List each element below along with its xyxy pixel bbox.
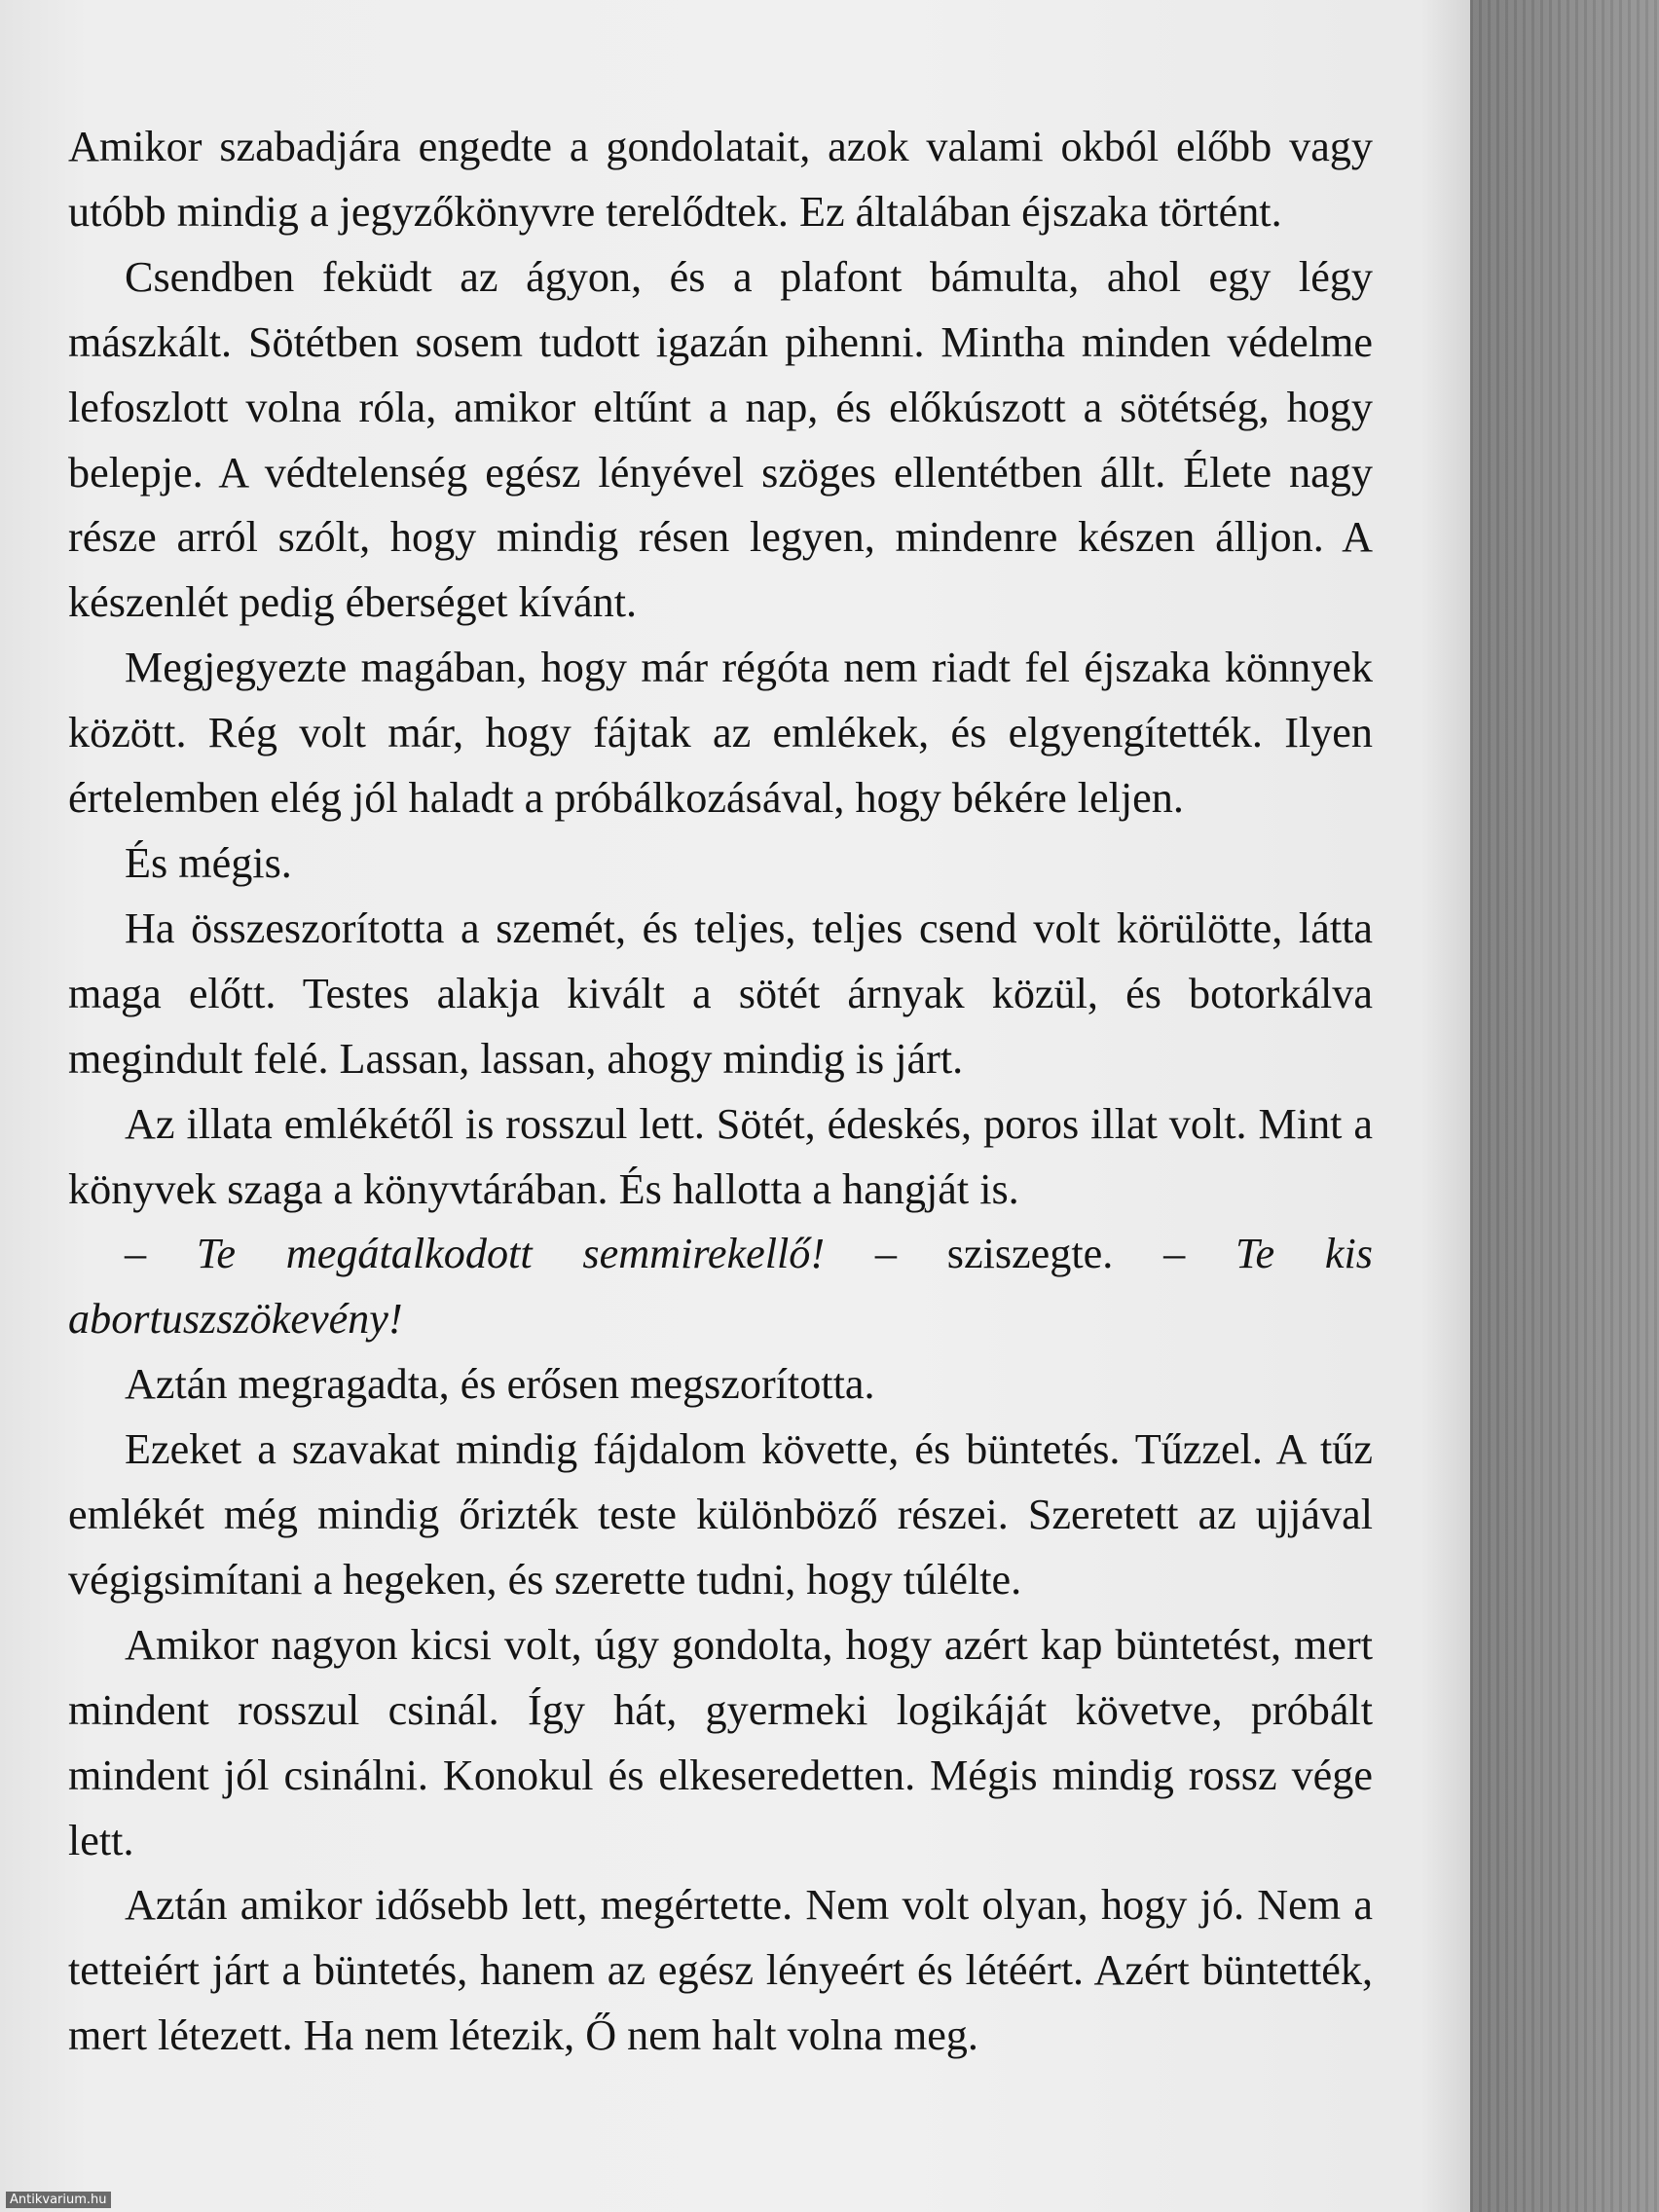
paragraph-10: Amikor nagyon kicsi volt, úgy gondolta, hogy azért kap büntetést, mert mindent rosszul csinál. Így hát, gyermeki logikáját követve, próbált mindent jól csinálni. Konokul és elkeseredetten. Mégis mindig rossz vége lett. (68, 1620, 1373, 1864)
page-edge-shadow (1421, 0, 1470, 2212)
book-cover-edge (1470, 0, 1659, 2212)
paragraph-1: Amikor szabadjára engedte a gondolatait, azok valami okból előbb vagy utóbb mindig a jegyzőkönyvre terelődtek. Ez általában éjszaka történt. (68, 123, 1373, 236)
dialogue-quote-1: – Te megátalkodott semmirekellő! (125, 1230, 826, 1278)
paragraph-3: Megjegyezte magában, hogy már régóta nem riadt fel éjszaka könnyek között. Rég volt már, hogy fájtak az emlékek, és elgyengítették. Ilyen értelemben elég jól haladt a próbálkozásával, hogy békére leljen. (68, 644, 1373, 823)
paragraph-4: És mégis. (125, 838, 292, 887)
paragraph-8: Aztán megragadta, és erősen megszorította. (125, 1360, 875, 1409)
dialogue-quote-2: Te kis abortuszszökevény! (68, 1230, 1373, 1344)
paragraph-5: Ha összeszorította a szemét, és teljes, teljes csend volt körülötte, látta maga előtt. Testes alakja kivált a sötét árnyak közül, és botorkálva megindult felé. Lassan, lassan, ahogy mindig is járt. (68, 903, 1373, 1083)
paragraph-6: Az illata emlékétől is rosszul lett. Sötét, édeskés, poros illat volt. Mint a könyvek szaga a könyvtárában. És hallotta a hangját is. (68, 1099, 1373, 1213)
paragraph-9: Ezeket a szavakat mindig fájdalom követte, és büntetés. Tűzzel. A tűz emlékét még mindig őrizték teste különböző részei. Szeretett az ujjával végigsimítani a hegeken, és szerette tudni, hogy túlélte. (68, 1425, 1373, 1604)
body-text (68, 115, 1373, 2069)
paragraph-7-dialogue (68, 1222, 1373, 1352)
dialogue-tag: – sziszegte. – (825, 1230, 1235, 1278)
paragraph-11: Aztán amikor idősebb lett, megértette. Nem volt olyan, hogy jó. Nem a tetteiért járt a büntetés, hanem az egész lényeért és létéért. Azért büntették, mert létezett. Ha nem létezik, Ő nem halt volna meg. (68, 1881, 1373, 2060)
watermark: Antikvarium.hu (6, 2192, 111, 2208)
paragraph-2: Csendben feküdt az ágyon, és a plafont bámulta, ahol egy légy mászkált. Sötétben sosem tudott igazán pihenni. Mintha minden védelme lefoszlott volna róla, amikor eltűnt a nap, és előkúszott a sötétség, hogy belepje. A védtelenség egész lényével szöges ellentétben állt. Élete nagy része arról szólt, hogy mindig résen legyen, mindenre készen álljon. A készenlét pedig éberséget kívánt. (68, 252, 1373, 627)
